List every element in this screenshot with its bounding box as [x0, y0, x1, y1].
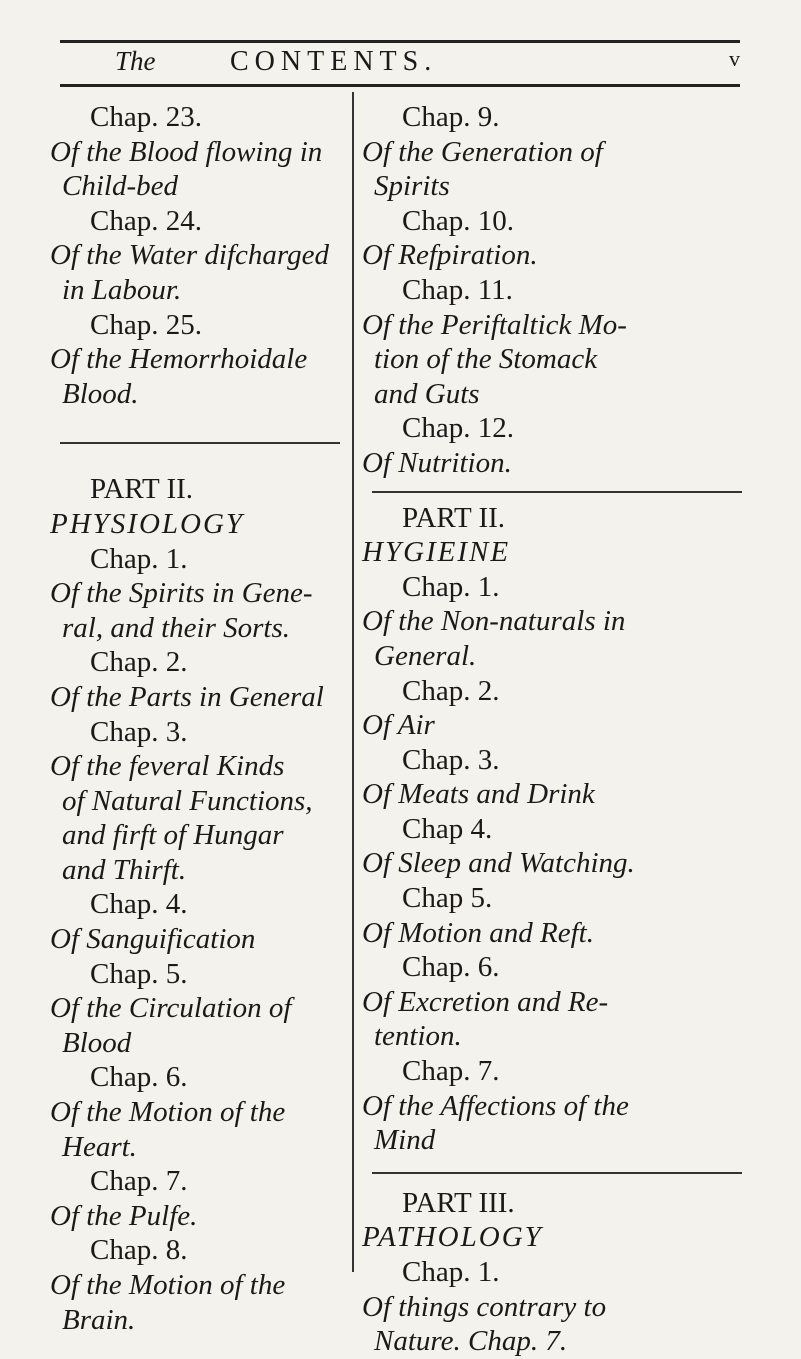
part-heading: PART II.: [402, 501, 506, 534]
chapter-title: in Labour.: [62, 273, 182, 306]
header-rule: [60, 84, 740, 87]
section-divider: [50, 411, 350, 472]
chapter-number: Chap. 5.: [90, 957, 188, 990]
chapter-number: Chap. 6.: [402, 951, 500, 984]
chapter-title: Of the Motion of the: [50, 1269, 286, 1301]
chapter-number: Chap 4.: [402, 812, 493, 845]
chapter-number: Chap. 7.: [90, 1165, 188, 1198]
chapter-title: Of Excretion and Re-: [362, 985, 609, 1018]
chapter-number: Chap. 25.: [90, 308, 202, 341]
part-title: PATHOLOGY: [362, 1221, 543, 1254]
right-column: [362, 100, 752, 1359]
chapter-title: Of Sleep and Watching.: [362, 847, 635, 880]
chapter-number: Chap. 2.: [402, 674, 500, 707]
chapter-number: Chap. 11.: [402, 273, 513, 306]
chapter-title: Of things contrary to: [362, 1290, 607, 1323]
part-heading: PART II.: [90, 473, 194, 506]
chapter-title: Of the Motion of the: [50, 1096, 286, 1129]
chapter-number: Chap. 12.: [402, 412, 514, 445]
chapter-number: Chap. 8.: [90, 1234, 188, 1267]
chapter-title: Of Air: [362, 709, 435, 742]
chapter-title: Of the Pulfe.: [50, 1199, 198, 1232]
chapter-title: Mind: [374, 1124, 436, 1157]
chapter-title: Brain.: [62, 1303, 136, 1336]
chapter-number: Chap. 9.: [402, 101, 500, 133]
chapter-number: Chap. 3.: [402, 743, 500, 776]
chapter-title: ral, and their Sorts.: [62, 611, 290, 644]
part-title: HYGIEINE: [362, 536, 511, 569]
left-column: [50, 100, 350, 1337]
chapter-title: tention.: [374, 1020, 462, 1053]
chapter-title: and firft of Hungar: [62, 819, 284, 852]
chapter-title: Of the Generation of: [362, 135, 603, 168]
chapter-title: Of the Circulation of: [50, 992, 292, 1025]
chapter-title: Of the Periftaltick Mo-: [362, 308, 627, 341]
chapter-title: Blood.: [62, 377, 139, 410]
chapter-number: Chap. 4.: [90, 888, 188, 921]
chapter-title: Of Meats and Drink: [362, 778, 595, 811]
chapter-title: of Natural Functions,: [62, 784, 313, 817]
page-header: [60, 44, 740, 82]
chapter-number: Chap. 3.: [90, 715, 188, 748]
chapter-number: Chap. 10.: [402, 204, 514, 237]
page-number: v: [729, 46, 740, 71]
chapter-title: Spirits: [374, 170, 450, 203]
chapter-number: Chap. 2.: [90, 646, 188, 679]
chapter-title: Of the feveral Kinds: [50, 750, 285, 783]
top-rule: [60, 40, 740, 43]
chapter-title: Child-bed: [62, 170, 178, 203]
chapter-number: Chap. 1.: [90, 542, 188, 575]
chapter-number: Chap. 23.: [90, 101, 202, 133]
chapter-title: tion of the Stomack: [374, 343, 598, 376]
header-the: The: [115, 46, 156, 76]
chapter-title: General.: [374, 639, 477, 672]
chapter-title: and Thirft.: [62, 853, 187, 886]
chapter-title: Nature. Chap. 7.: [374, 1325, 568, 1358]
chapter-title: Of the Spirits in Gene-: [50, 577, 313, 610]
chapter-number: Chap. 1.: [402, 1256, 500, 1288]
chapter-title: Of Nutrition.: [362, 446, 512, 479]
part-title: PHYSIOLOGY: [50, 507, 245, 540]
chapter-number: Chap. 6.: [90, 1061, 188, 1094]
chapter-title: Of the Non-naturals in: [362, 605, 626, 638]
chapter-title: Of Motion and Reft.: [362, 916, 594, 949]
chapter-title: Of the Blood flowing in: [50, 135, 323, 168]
chapter-title: Heart.: [62, 1130, 137, 1163]
chapter-title: Of the Affections of the: [362, 1089, 629, 1122]
part-heading: PART III.: [402, 1186, 515, 1219]
column-divider: [352, 92, 354, 1272]
header-contents: CONTENTS.: [230, 46, 438, 77]
chapter-title: Of the Parts in General: [50, 680, 324, 713]
chapter-title: Blood: [62, 1026, 132, 1059]
section-divider: [362, 1158, 752, 1186]
chapter-number: Chap 5.: [402, 882, 493, 915]
chapter-title: Of the Hemorrhoidale: [50, 343, 308, 376]
chapter-title: Of Sanguification: [50, 923, 256, 956]
chapter-title: Of the Water difcharged: [50, 239, 329, 272]
chapter-title: Of Refpiration.: [362, 239, 538, 272]
chapter-number: Chap. 7.: [402, 1055, 500, 1088]
chapter-title: and Guts: [374, 377, 480, 410]
chapter-number: Chap. 24.: [90, 204, 202, 237]
section-divider: [362, 481, 752, 501]
chapter-number: Chap. 1.: [402, 570, 500, 603]
